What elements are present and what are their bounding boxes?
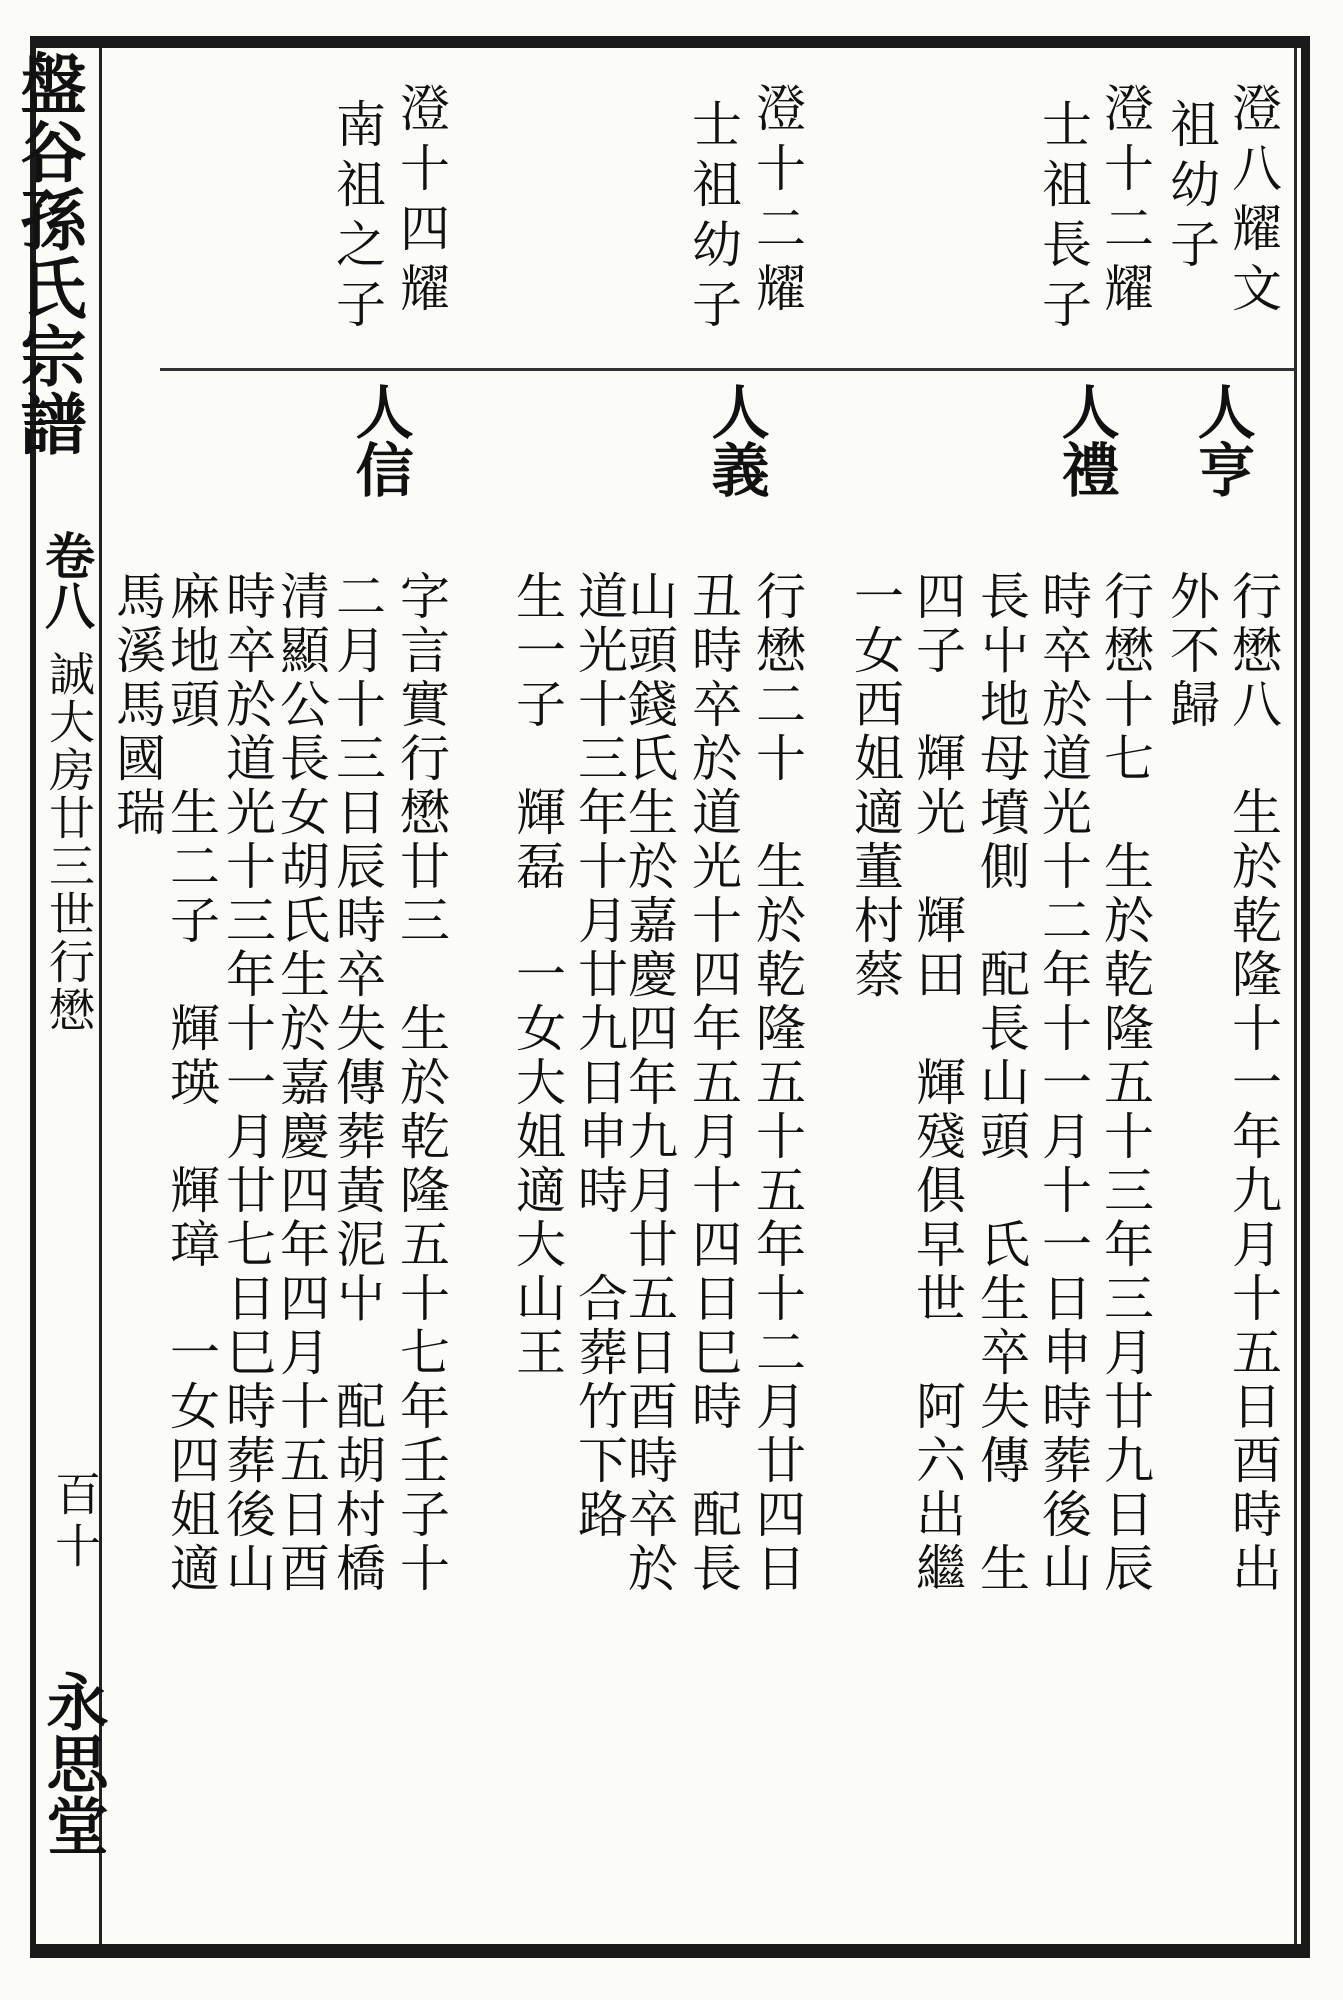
entry-line: 清顯公長女胡氏生於嘉慶四年四月十五日酉 [272, 570, 330, 1596]
spine-title: 盤谷孫氏宗譜 [9, 50, 87, 458]
ancestry-divider [160, 368, 1294, 371]
spine-hall-name: 永思堂 [36, 1670, 109, 1856]
entry-line: 外不歸 [1162, 570, 1220, 732]
spine-chapter: 卷八 [37, 530, 96, 630]
entry-line: 字言實行懋廿三 生於乾隆五十七年壬子十 [392, 570, 450, 1596]
entry-line: 行懋八 生於乾隆十一年九月十五日酉時出 [1224, 570, 1282, 1596]
ancestry-line: 澄十二耀 [1096, 82, 1154, 322]
entry-line: 時卒於道光十二年十一月十一日申時葬後山 [1034, 570, 1092, 1596]
entry-line: 丑時卒於道光十四年五月十四日巳時 配長 [684, 570, 742, 1596]
entry-line: 時卒於道光十三年十一月廿七日巳時葬後山 [218, 570, 276, 1596]
entry-line: 行懋十七 生於乾隆五十三年三月廿九日辰 [1096, 570, 1154, 1596]
frame-inner-rule [1294, 48, 1297, 1944]
ancestry-line: 澄十四耀 [392, 82, 450, 322]
entry-line: 麻地頭 生二子 輝瑛 輝璋 一女四姐適 [162, 570, 220, 1596]
entry-line: 二月十三日辰時卒失傳葬黃泥屮 配胡村橋 [328, 570, 386, 1596]
person-name: 人亨 [1187, 382, 1256, 498]
entry-line: 四子 輝光 輝田 輝殘俱早世 阿六出繼 [908, 570, 966, 1596]
ancestry-line: 澄八耀文 [1224, 82, 1282, 322]
entry-line: 生一子 輝磊 一女大姐適大山王 [508, 570, 566, 1380]
ancestry-line: 澄十二耀 [748, 82, 806, 322]
entry-line: 一女西姐適董村蔡 [846, 570, 904, 1002]
ancestry-line: 祖幼子 [1162, 98, 1220, 278]
entry-line: 行懋二十 生於乾隆五十五年十二月廿四日 [748, 570, 806, 1596]
ancestry-line: 士祖幼子 [684, 98, 742, 338]
entry-line: 道光十三年十月廿九日申時 合葬竹下路 [570, 570, 628, 1542]
person-name: 人義 [701, 382, 770, 498]
entry-line: 山頭錢氏生於嘉慶四年九月廿五日酉時卒於 [620, 570, 678, 1596]
ancestry-line: 南祖之子 [328, 98, 386, 338]
ancestry-line: 士祖長子 [1034, 98, 1092, 338]
person-name: 人禮 [1051, 382, 1120, 498]
spine-branch: 誠大房廿三世行懋 [42, 650, 96, 1034]
person-name: 人信 [345, 382, 414, 498]
entry-line: 馬溪馬國瑞 [108, 570, 166, 840]
entry-line: 長屮地母墳側 配長山頭 氏生卒失傳 生 [972, 570, 1030, 1596]
spine-page-number: 百十 [48, 1470, 102, 1574]
